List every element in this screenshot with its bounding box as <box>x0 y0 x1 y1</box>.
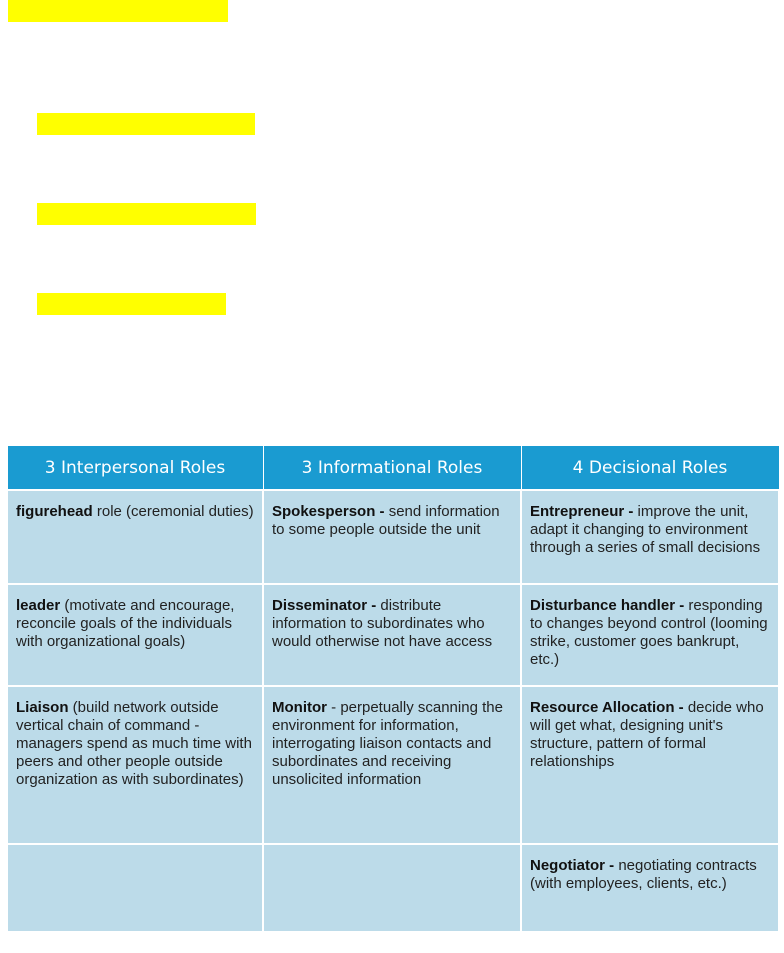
role-description: role (ceremonial duties) <box>92 503 254 520</box>
role-description: (build network outside vertical chain of command - managers spend as much time with peers and other people outside organization as with subordinates) <box>16 699 252 788</box>
highlight-bar-1 <box>8 0 228 22</box>
header-interpersonal-roles: 3 Interpersonal Roles <box>7 446 263 490</box>
role-description: decide who will get what, designing unit's structure, pattern of formal relationships <box>530 699 764 770</box>
role-description: improve the unit, adapt it changing to environment through a series of small decisions <box>530 503 761 556</box>
role-name: Resource Allocation - <box>530 699 688 716</box>
table-cell-empty <box>263 844 521 932</box>
role-name: figurehead <box>16 503 93 520</box>
role-name: Entrepreneur - <box>530 503 638 520</box>
table-cell <box>521 584 779 686</box>
role-name: Negotiator - <box>530 857 619 874</box>
highlight-bar-3 <box>37 203 256 225</box>
header-informational-roles: 3 Informational Roles <box>263 446 521 490</box>
table-cell-empty <box>7 844 263 932</box>
role-name: Liaison <box>16 699 69 716</box>
role-description: (motivate and encourage, reconcile goals of the individuals with organizational goals) <box>16 597 235 650</box>
role-name: Monitor <box>272 699 327 716</box>
table-cell <box>7 584 263 686</box>
table-row <box>7 490 779 584</box>
table-cell <box>7 686 263 844</box>
role-name: leader <box>16 597 61 614</box>
role-name: Spokesperson - <box>272 503 389 520</box>
table-cell <box>263 584 521 686</box>
table-row <box>7 686 779 844</box>
table-cell <box>521 844 779 932</box>
roles-table <box>6 446 780 933</box>
highlight-bar-4 <box>37 293 226 315</box>
highlight-bar-2 <box>37 113 255 135</box>
role-description: - perpetually scanning the environment for information, interrogating liaison contacts and subordinates and receiving unsolicited information <box>272 699 503 788</box>
role-description: negotiating contracts (with employees, clients, etc.) <box>530 857 757 892</box>
table-cell <box>263 490 521 584</box>
table-row <box>7 844 779 932</box>
role-description: distribute information to subordinates who would otherwise not have access <box>272 597 493 650</box>
table-header-row <box>7 446 779 490</box>
table-cell <box>7 490 263 584</box>
role-name: Disseminator - <box>272 597 381 614</box>
role-description: send information to some people outside the unit <box>272 503 500 538</box>
table-cell <box>263 686 521 844</box>
table-cell <box>521 490 779 584</box>
table-row <box>7 584 779 686</box>
table-cell <box>521 686 779 844</box>
header-decisional-roles: 4 Decisional Roles <box>521 446 779 490</box>
role-description: responding to changes beyond control (looming strike, customer goes bankrupt, etc.) <box>530 597 768 668</box>
role-name: Disturbance handler - <box>530 597 689 614</box>
